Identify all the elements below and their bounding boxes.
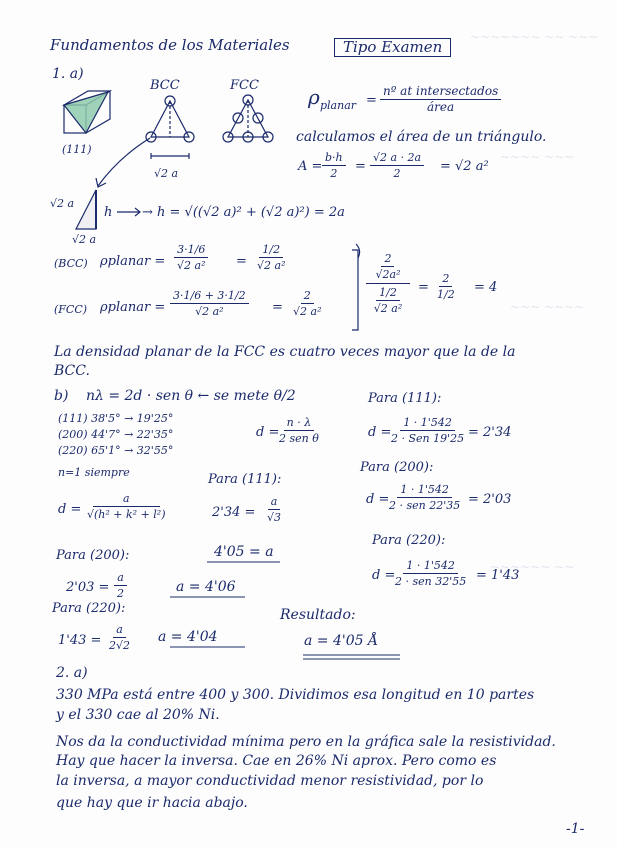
right-triangle-icon (76, 190, 96, 229)
triangle-base-label: √2 a (72, 233, 97, 246)
d-111-result: = 2'34 (468, 425, 512, 440)
a-220-den: 2√2 (109, 639, 131, 652)
d-111-lhs: d = (368, 425, 392, 440)
section-2a-line-1: 330 MPa está entre 400 y 300. Dividimos esa longitud en 10 partes (56, 687, 535, 703)
rho-symbol: ρ (308, 85, 320, 109)
d-220-den: 2 · sen 32'55 (395, 575, 467, 588)
bragg-law: nλ = 2d · sen θ ← se mete θ/2 (86, 388, 296, 404)
d-220-fraction (392, 559, 469, 588)
a-220-lhs: 1'43 = (58, 633, 102, 648)
ratio-bot-den: √2 a² (373, 302, 403, 315)
section-2a-line-4: Hay que hacer la inversa. Cae en 26% Ni aprox. Pero como es (56, 753, 497, 769)
ratio-top-den: √2a² (375, 268, 401, 281)
triangle-h-label: h (104, 205, 113, 220)
triangle-side-label: √2 a (50, 197, 75, 210)
bcc-rho: ρplanar = (100, 254, 166, 269)
d-bragg-fraction (276, 416, 322, 445)
a-111-den: √3 (267, 511, 282, 524)
section-2a-line-5: la inversa, a mayor conductividad menor resistividad, por lo (56, 773, 484, 789)
page-title: Fundamentos de los Materiales (50, 36, 290, 54)
fcc-label: FCC (230, 78, 259, 93)
ratio-res-den: 1/2 (437, 288, 455, 301)
result-value: a = 4'05 Å (304, 633, 379, 649)
d-hkl-lhs: d = (58, 502, 82, 517)
d-200-lhs: d = (366, 492, 390, 507)
bcc-f1-den: √2 a² (177, 259, 206, 272)
area-fraction-1 (322, 151, 346, 180)
d-200-num: 1 · 1'542 (397, 483, 452, 498)
d-bragg-den: 2 sen θ (279, 432, 319, 445)
arrow-curve (98, 138, 150, 186)
cube-111-plane-icon (64, 91, 110, 133)
para-200-head-right: Para (200): (360, 460, 434, 475)
fcc-f2-num: 2 (301, 289, 314, 304)
conclusion-line-1: La densidad planar de la FCC es cuatro veces mayor que la de la (54, 344, 516, 360)
a-200-den: 2 (117, 587, 124, 600)
bcc-f2-den: √2 a² (257, 259, 286, 272)
fcc-fraction-1 (170, 289, 249, 318)
conclusion-line-2: BCC. (54, 363, 90, 379)
a-220-fraction (106, 623, 133, 652)
para-111-head-left: Para (111): (208, 472, 282, 487)
fcc-f1-den: √2 a² (195, 305, 224, 318)
ratio-top (373, 252, 404, 281)
fcc-f1-num: 3·1/6 + 3·1/2 (170, 289, 249, 304)
fcc-f2-den: √2 a² (293, 305, 322, 318)
section-2a-line-2: y el 330 cae al 20% Ni. (56, 707, 220, 723)
side-length-label: √2 a (154, 167, 179, 180)
height-equation: → h = √((√2 a)² + (√2 a)²) = 2a (142, 205, 345, 220)
section-2a-line-6: que hay que ir hacia abajo. (56, 795, 248, 811)
bcc-fraction-1 (174, 243, 208, 272)
para-220-head-right: Para (220): (372, 533, 446, 548)
rho-equals: = (366, 93, 377, 108)
d-hkl-den: √(h² + k² + l²) (87, 508, 166, 521)
area-lhs: A = (298, 159, 323, 174)
para-200-head-left: Para (200): (56, 548, 130, 563)
angle-row-200: (200) 44'7° → 22'35° (58, 428, 174, 441)
ratio-bottom (371, 286, 405, 315)
bleed-through: ~~~ ~~~~ (510, 300, 585, 314)
result-head: Resultado: (280, 607, 356, 623)
fcc-triangle-icon (223, 95, 273, 142)
a-220-result: a = 4'04 (158, 629, 218, 645)
bcc-f1-num: 3·1/6 (174, 243, 208, 258)
area-fraction-2 (370, 151, 424, 180)
a-200-lhs: 2'03 = (66, 580, 110, 595)
area-f1-num: b·h (322, 151, 346, 166)
bcc-f2-num: 1/2 (259, 243, 283, 258)
a-111-fraction (264, 495, 284, 524)
area-f2-den: 2 (393, 167, 401, 180)
d-200-result: = 2'03 (468, 492, 512, 507)
area-f2-num: √2 a · 2a (370, 151, 424, 166)
d-bragg-lhs: d = (256, 425, 280, 440)
area-result: = √2 a² (440, 159, 489, 174)
bcc-fraction-2 (254, 243, 288, 272)
fcc-density-label: (FCC) (54, 303, 88, 316)
a-220-num: a (113, 623, 126, 638)
ratio-result: = 4 (474, 280, 498, 295)
equals-sign: = (236, 254, 247, 269)
equals-sign: = (355, 159, 366, 174)
d-220-result: = 1'43 (476, 568, 520, 583)
section-1a-label: 1. a) (52, 66, 84, 82)
ratio-result-fraction (434, 272, 458, 301)
a-111-num: a (268, 495, 281, 510)
section-2a-label: 2. a) (56, 665, 88, 681)
fcc-rho: ρplanar = (100, 300, 166, 315)
page-number: -1- (566, 821, 585, 837)
ratio-bot-num: 1/2 (376, 286, 400, 301)
bracket (352, 250, 358, 330)
area-f1-den: 2 (330, 167, 338, 180)
d-111-fraction (388, 416, 467, 445)
section-2a-line-3: Nos da la conductividad mínima pero en la gráfica sale la resistividad. (56, 734, 556, 750)
area-note: calculamos el área de un triángulo. (296, 129, 547, 145)
ratio-compound-fraction (366, 252, 410, 315)
d-220-lhs: d = (372, 568, 396, 583)
equals-sign: = (272, 300, 283, 315)
d-200-fraction (386, 483, 463, 512)
d-hkl-num: a (93, 492, 160, 507)
section-1b-label: b) (54, 388, 69, 404)
rho-definition (380, 85, 501, 114)
ratio-res-num: 2 (439, 272, 452, 287)
a-200-fraction (114, 571, 127, 600)
a-111-result: 4'05 = a (214, 544, 274, 560)
exam-type-badge: Tipo Examen (334, 38, 451, 57)
bleed-through: ~~~~ ~~~ (500, 150, 575, 164)
fcc-fraction-2 (290, 289, 324, 318)
bleed-through: ~~~~~~ ~~ (490, 560, 575, 574)
equals-sign: = (418, 280, 429, 295)
rho-subscript: planar (320, 99, 357, 112)
bcc-label: BCC (150, 78, 180, 93)
ratio-top-num: 2 (381, 252, 394, 267)
a-200-result: a = 4'06 (176, 579, 236, 595)
a-200-num: a (114, 571, 127, 586)
para-111-head-right: Para (111): (368, 391, 442, 406)
a-111-lhs: 2'34 = (212, 505, 256, 520)
d-200-den: 2 · sen 22'35 (389, 499, 461, 512)
angle-row-220: (220) 65'1° → 32'55° (58, 444, 174, 457)
d-220-num: 1 · 1'542 (403, 559, 458, 574)
n-note: n=1 siempre (58, 466, 130, 479)
bcc-density-label: (BCC) (54, 257, 88, 270)
rho-denominator: área (427, 100, 455, 114)
d-111-num: 1 · 1'542 (400, 416, 455, 431)
plane-label: (111) (62, 143, 92, 156)
para-220-head-left: Para (220): (52, 601, 126, 616)
d-111-den: 2 · Sen 19'25 (391, 432, 465, 445)
bcc-triangle-icon (146, 96, 194, 142)
bleed-through: ~~~~~~~ ~~ ~~~ (470, 30, 599, 44)
rho-numerator: nº at intersectados (380, 85, 501, 100)
angle-row-111: (111) 38'5° → 19'25° (58, 412, 174, 425)
d-bragg-num: n · λ (284, 416, 315, 431)
d-hkl-fraction (84, 492, 169, 521)
